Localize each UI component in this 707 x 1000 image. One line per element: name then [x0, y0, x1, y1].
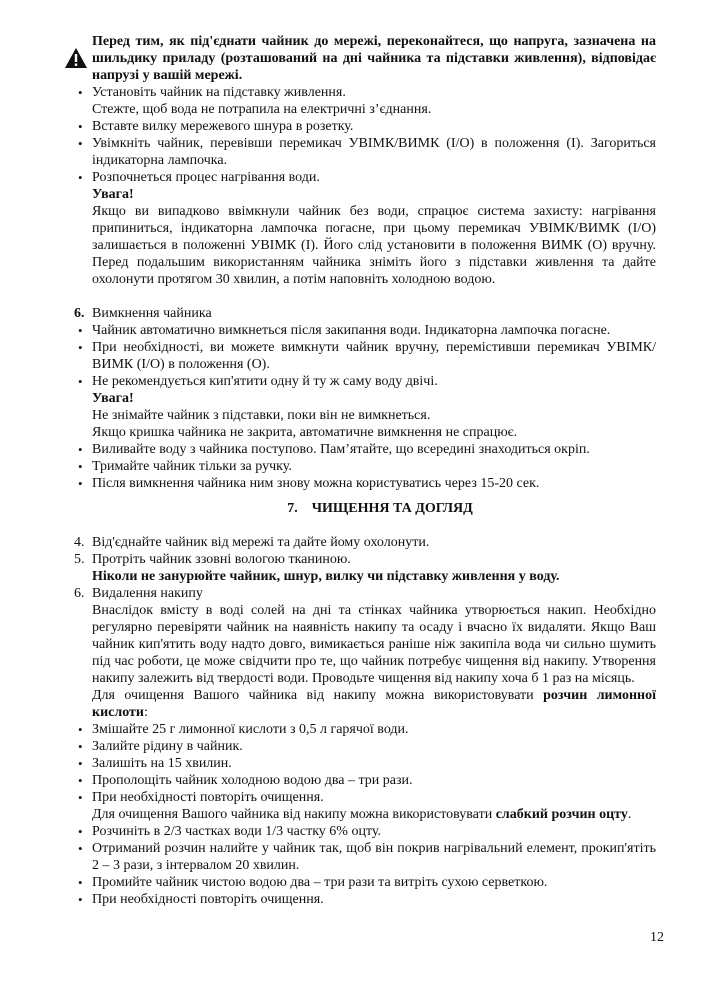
bullet: •	[78, 824, 83, 839]
step-number: 6.	[74, 586, 85, 601]
bullet: •	[78, 459, 83, 474]
list-item	[74, 721, 656, 738]
list-item	[74, 475, 656, 492]
intro-text: Для очищення Вашого чайника від накипу можна використовувати	[92, 688, 544, 703]
intro-bold: слабкий розчин оцту	[495, 807, 628, 822]
never-immerse-warning: Ніколи не занурюйте чайник, шнур, вилку чи підставку живлення у воду.	[92, 569, 560, 584]
spacer	[74, 288, 656, 305]
bullet: •	[78, 722, 83, 737]
caution-line: Не знімайте чайник з підставки, поки він не вимкнеться.	[92, 408, 431, 423]
bullet: •	[78, 773, 83, 788]
intro-punct: :	[143, 705, 148, 720]
bullet: •	[78, 85, 83, 100]
bullet: •	[78, 374, 83, 389]
list-item-text: Установіть чайник на підставку живлення.	[92, 85, 346, 100]
section-title: Вимкнення чайника	[92, 306, 212, 321]
list-item-text: Чайник автоматично вимкнеться після закипання води. Індикаторна лампочка погасне.	[92, 323, 611, 338]
step-number: 5.	[74, 552, 85, 567]
list-item	[74, 738, 656, 755]
list-item	[74, 373, 656, 390]
list-item	[74, 823, 656, 840]
list-item-text: Не рекомендується кип'ятити одну й ту ж саму воду двічі.	[92, 374, 438, 389]
bullet: •	[78, 841, 83, 856]
list-item	[74, 84, 656, 101]
bullet: •	[78, 442, 83, 457]
bullet: •	[78, 739, 83, 754]
caution-text: Якщо ви випадково ввімкнули чайник без води, спрацює система захисту: нагрівання припиниться, індикаторна лампочка погасне, при цьому перемикач УВІМК/ВИМК (I/O) залишається в положенні УВІМК (I). Його слід установити в положення ВИМК (O) вручну. Перед подальшим використанням чайника зніміть його з підставки живлення та дайте охолонути протягом 30 хвилин, а потім наповніть холодною водою.	[92, 204, 656, 287]
list-item-text: При необхідності повторіть очищення.	[92, 790, 324, 805]
list-item	[74, 458, 656, 475]
bullet: •	[78, 340, 83, 355]
caution-label: Увага!	[92, 391, 134, 406]
bullet: •	[78, 892, 83, 907]
intro-bold: розчин лимонної кислоти	[92, 688, 656, 720]
descale-paragraph: Внаслідок вмісту в воді солей на дні та стінках чайника утворюється накип. Необхідно регулярно перевіряти чайник на наявність накипу та осаду і вчасно їх видаляти. Якщо Ваш чайник кип'ятить воду надто довго, вимикається раніше ніж закипіла вода чи сильно шумить під час роботи, це може свідчити про те, що чайник потребує чищення від накипу. Утворення накипу залежить від твердості води. Проводьте чищення від накипу хоча б 1 раз на місяць.	[92, 603, 656, 686]
vinegar-intro	[74, 806, 656, 823]
section-title: ЧИЩЕННЯ ТА ДОГЛЯД	[311, 501, 473, 516]
list-item	[74, 322, 656, 339]
bullet: •	[78, 170, 83, 185]
list-item-text: Увімкніть чайник, перевівши перемикач УВІМК/ВИМК (I/O) в положення (I). Загориться індикаторна лампочка.	[92, 136, 656, 168]
intro-punct: .	[627, 807, 632, 822]
warning-block	[74, 33, 656, 84]
bullet: •	[78, 136, 83, 151]
caution-label: Увага!	[92, 187, 134, 202]
caution-line: Якщо кришка чайника не закрита, автоматичне вимкнення не спрацює.	[92, 425, 518, 440]
list-item-text: Залишіть на 15 хвилин.	[92, 756, 232, 771]
section-7-heading	[74, 500, 656, 517]
page-content	[74, 33, 656, 908]
list-item	[74, 118, 656, 135]
list-item	[74, 772, 656, 789]
step-text: Від'єднайте чайник від мережі та дайте йому охолонути.	[92, 535, 430, 550]
bullet: •	[78, 790, 83, 805]
list-item-text: Промийте чайник чистою водою два – три рази та витріть сухою серветкою.	[92, 875, 548, 890]
list-item-text: Змішайте 25 г лимонної кислоти з 0,5 л гарячої води.	[92, 722, 409, 737]
list-item-text: При необхідності, ви можете вимкнути чайник вручну, перемістивши перемикач УВІМК/ВИМК (I/O) в положення (O).	[92, 340, 656, 372]
list-item	[74, 339, 656, 373]
list-item-text: Прополощіть чайник холодною водою два – три рази.	[92, 773, 413, 788]
numbered-step	[74, 585, 656, 602]
list-item	[74, 874, 656, 891]
warning-text: Перед тим, як під'єднати чайник до мережі, переконайтеся, що напруга, зазначена на шильдику приладу (розташований на дні чайника та підставки живлення), відповідає напрузі у вашій мережі.	[92, 34, 656, 83]
step-number: 4.	[74, 535, 85, 550]
numbered-step	[74, 534, 656, 551]
list-item	[74, 789, 656, 806]
numbered-step	[74, 551, 656, 568]
section-6-heading	[74, 305, 656, 322]
list-item	[74, 840, 656, 874]
list-item-text: Отриманий розчин налийте у чайник так, щоб він покрив нагрівальний елемент, прокип'ятіть 2 – 3 рази, з інтервалом 20 хвилин.	[92, 841, 656, 873]
list-item-text: Після вимкнення чайника ним знову можна користуватись через 15-20 сек.	[92, 476, 540, 491]
bullet: •	[78, 476, 83, 491]
step-text: Видалення накипу	[92, 586, 203, 601]
list-item	[74, 169, 656, 186]
warning-triangle-icon	[64, 47, 88, 69]
intro-text: Для очищення Вашого чайника від накипу можна використовувати	[92, 807, 496, 822]
bullet: •	[78, 323, 83, 338]
section-number: 7.	[287, 501, 298, 516]
list-item-text: Виливайте воду з чайника поступово. Пам’ятайте, що всередині знаходиться окріп.	[92, 442, 590, 457]
list-item	[74, 441, 656, 458]
list-item-text: При необхідності повторіть очищення.	[92, 892, 324, 907]
page-number: 12	[650, 930, 664, 945]
citric-intro	[74, 687, 656, 721]
bullet: •	[78, 875, 83, 890]
list-item-text: Залийте рідину в чайник.	[92, 739, 243, 754]
bullet: •	[78, 119, 83, 134]
list-item-continuation: Стежте, щоб вода не потрапила на електричні з’єднання.	[92, 102, 432, 117]
list-item-text: Вставте вилку мережевого шнура в розетку.	[92, 119, 354, 134]
list-item	[74, 755, 656, 772]
list-item	[74, 891, 656, 908]
section-number: 6.	[74, 306, 85, 321]
list-item	[74, 135, 656, 169]
list-item-text: Тримайте чайник тільки за ручку.	[92, 459, 292, 474]
list-item-text: Розпочнеться процес нагрівання води.	[92, 170, 320, 185]
bullet: •	[78, 756, 83, 771]
list-item-text: Розчиніть в 2/3 частках води 1/3 частку 6% оцту.	[92, 824, 381, 839]
step-text: Протріть чайник ззовні вологою тканиною.	[92, 552, 351, 567]
